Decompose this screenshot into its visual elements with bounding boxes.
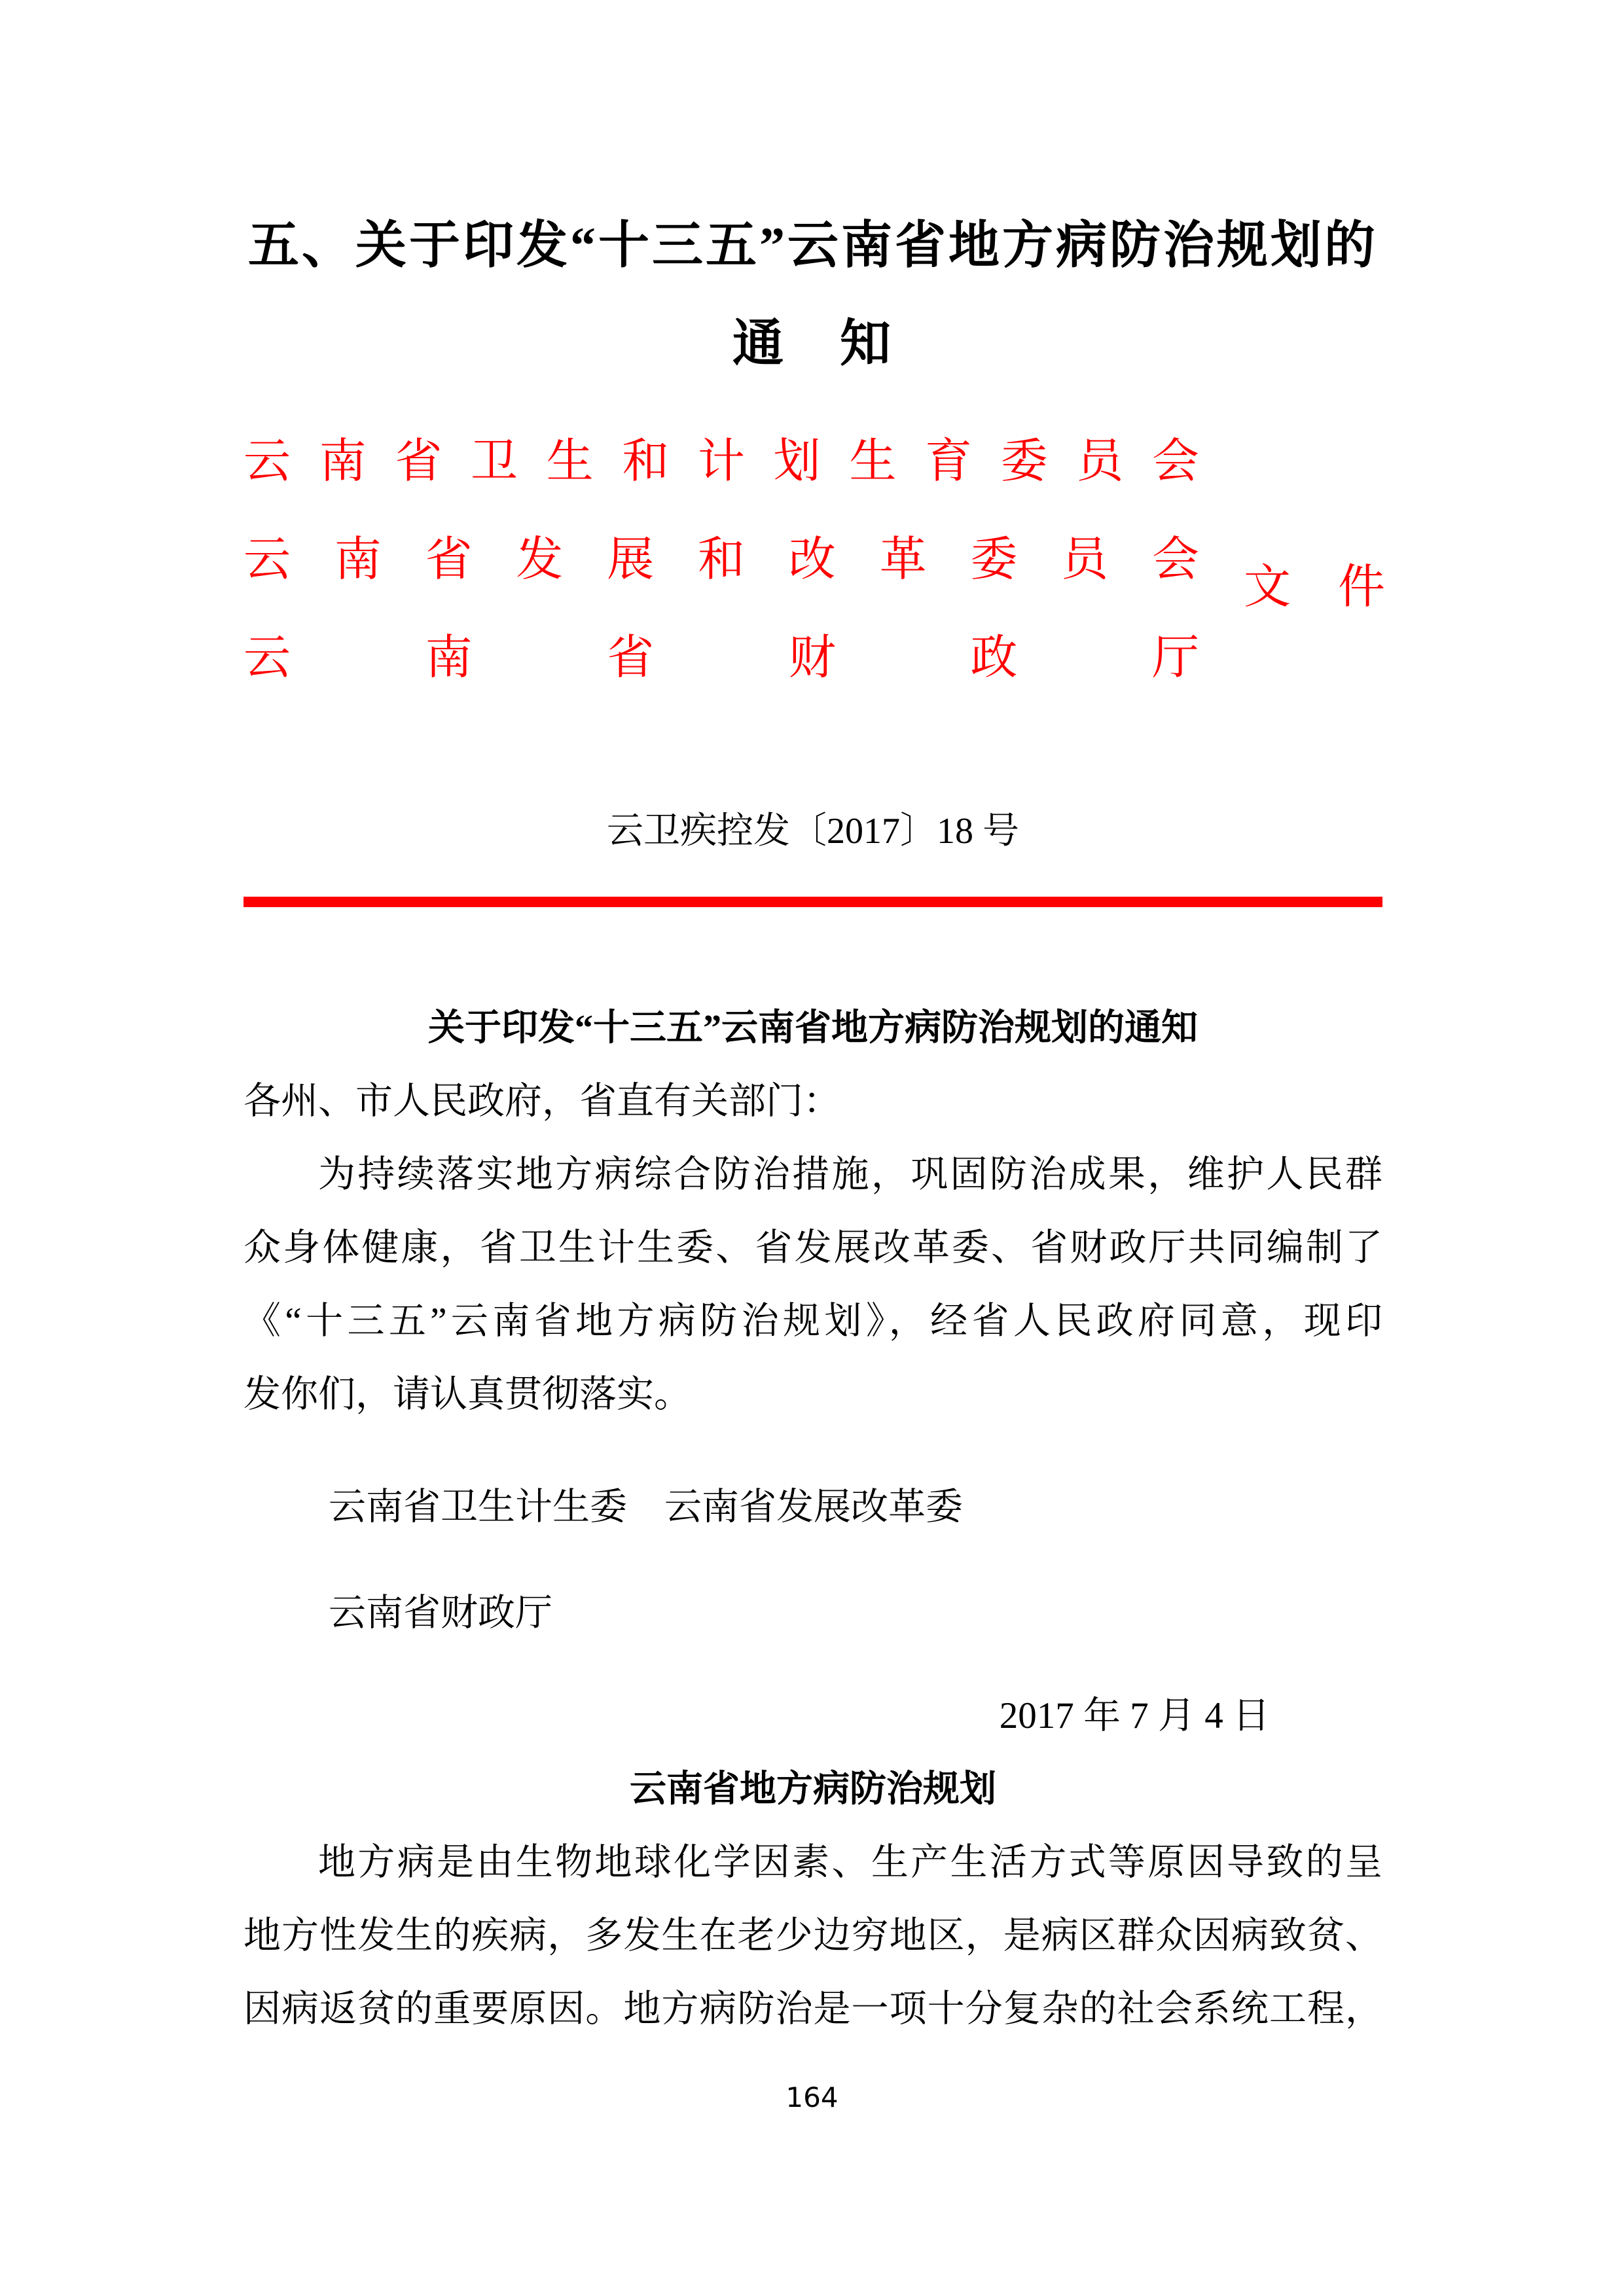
signer-line: 云南省财政厅 xyxy=(329,1592,552,1634)
letterhead-org-line-2: 云南省发展和改革委员会 xyxy=(244,533,1199,586)
plan-paragraph-line: 地方病是由生物地球化学因素、生产生活方式等原因导致的呈 xyxy=(318,1842,1382,1883)
red-divider-rule xyxy=(244,897,1382,907)
notice-paragraph-line: 发你们，请认真贯彻落实。 xyxy=(244,1374,691,1415)
notice-paragraph-line: 《“十三五”云南省地方病防治规划》，经省人民政府同意，现印 xyxy=(244,1300,1382,1342)
letterhead-doc-label: 文 件 xyxy=(1244,561,1386,613)
page-number: 164 xyxy=(785,2081,839,2113)
notice-paragraph-line: 为持续落实地方病综合防治措施，巩固防治成果，维护人民群 xyxy=(318,1154,1382,1195)
plan-paragraph-line: 因病返贫的重要原因。地方病防治是一项十分复杂的社会系统工程， xyxy=(244,1988,1382,2030)
notice-heading: 关于印发“十三五”云南省地方病防治规划的通知 xyxy=(428,1008,1198,1049)
plan-paragraph-line: 地方性发生的疾病，多发生在老少边穷地区，是病区群众因病致贫、 xyxy=(244,1915,1382,1956)
doc-number: 云卫疾控发〔2017〕18 号 xyxy=(607,811,1019,852)
document-title-line1: 五、关于印发“十三五”云南省地方病防治规划的 xyxy=(247,217,1378,274)
letterhead-org-line-1: 云南省卫生和计划生育委员会 xyxy=(244,435,1199,488)
letterhead-org-line-3: 云南省财政厅 xyxy=(244,632,1199,684)
signer-line: 云南省卫生计生委 云南省发展改革委 xyxy=(329,1486,963,1528)
issue-date: 2017 年 7 月 4 日 xyxy=(999,1695,1270,1736)
notice-paragraph-line: 众身体健康，省卫生计生委、省发展改革委、省财政厅共同编制了 xyxy=(244,1227,1382,1268)
letterhead xyxy=(244,412,1386,707)
document-title-line2: 通 知 xyxy=(732,315,893,372)
plan-heading: 云南省地方病防治规划 xyxy=(630,1769,996,1810)
document-title xyxy=(244,196,1382,393)
salutation-line: 各州、市人民政府，省直有关部门： xyxy=(244,1081,840,1122)
